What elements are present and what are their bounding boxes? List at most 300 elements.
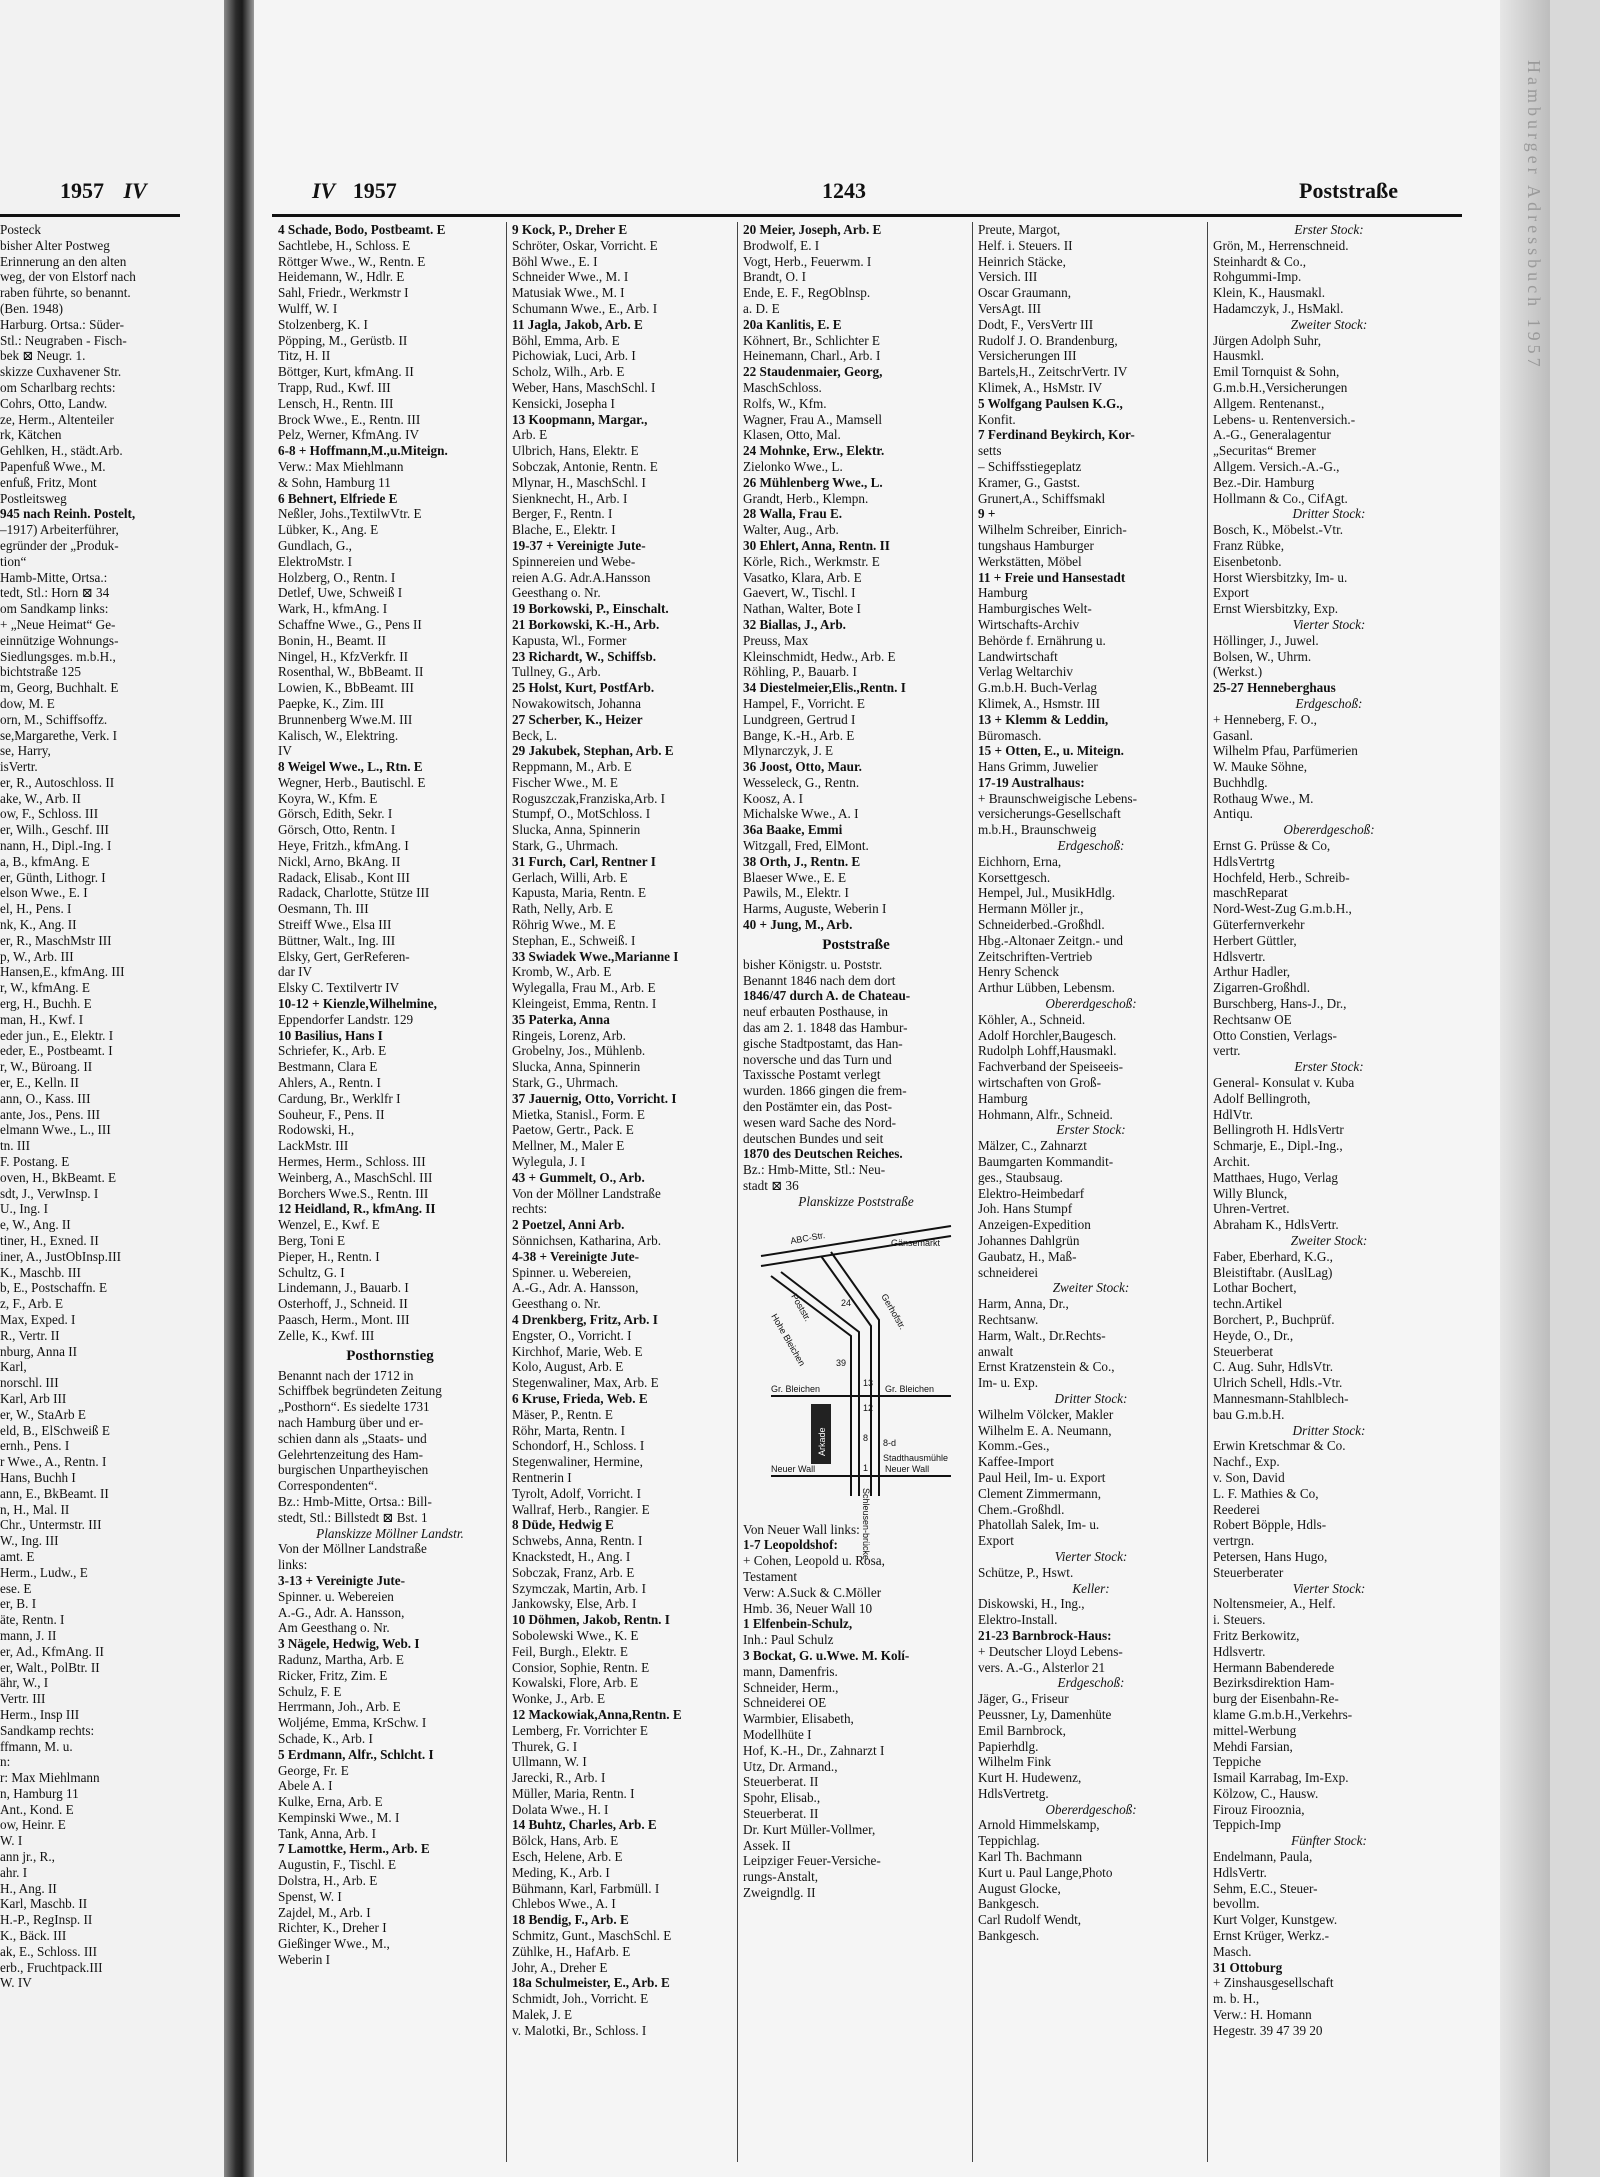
directory-entry: Rodowski, H.,: [278, 1122, 355, 1138]
directory-entry: Nathan, Walter, Bote I: [743, 601, 861, 617]
directory-entry: R., Vertr. II: [0, 1327, 60, 1343]
directory-entry: Schriefer, K., Arb. E: [278, 1043, 387, 1059]
directory-entry: ow, Heinr. E: [0, 1817, 66, 1833]
directory-entry: Ant., Kond. E: [0, 1801, 74, 1817]
directory-entry: Nachf., Exp.: [1213, 1454, 1280, 1470]
directory-entry: Matusiak Wwe., M. I: [512, 285, 625, 301]
directory-entry: Schaffne Wwe., G., Pens II: [278, 616, 422, 632]
directory-entry: Verw: A.Suck & C.Möller: [743, 1584, 882, 1600]
house-number-entry: 27 Scherber, K., Heizer: [512, 711, 643, 727]
directory-entry: Abele A. I: [278, 1778, 333, 1794]
house-number-1: 1: [863, 1462, 869, 1473]
directory-entry: Schmidt, Joh., Vorricht. E: [512, 1991, 649, 2007]
directory-entry: norschl. III: [0, 1375, 59, 1391]
directory-entry: Versicherungen III: [978, 348, 1077, 364]
directory-entry: Hans, Buchh I: [0, 1469, 76, 1485]
directory-entry: Schondorf, H., Schloss. I: [512, 1438, 645, 1454]
left-header-rule: [0, 214, 180, 217]
directory-entry: Richter, K., Dreher I: [278, 1920, 387, 1936]
directory-entry: Export: [978, 1533, 1014, 1549]
house-number-entry: 10-12 + Kienzle,Wilhelmine,: [278, 996, 437, 1012]
directory-entry: Röhrig Wwe., M. E: [512, 917, 616, 933]
directory-entry: L. F. Mathies & Co,: [1213, 1485, 1319, 1501]
section-heading: Vierter Stock:: [1292, 1580, 1366, 1596]
directory-entry: Mälzer, C., Zahnarzt: [978, 1138, 1087, 1154]
house-number-entry: 35 Paterka, Anna: [512, 1011, 610, 1027]
directory-entry: tedt, Stl.: Horn ⊠ 34: [0, 585, 110, 601]
directory-entry: Slucka, Anna, Spinnerin: [512, 822, 641, 838]
directory-entry: Müller, Maria, Rentn. I: [512, 1785, 635, 1801]
directory-entry: noversche und das Turn und: [743, 1051, 892, 1067]
directory-entry: Weberin I: [278, 1952, 331, 1968]
directory-entry: er, Walt., PolBtr. II: [0, 1659, 100, 1675]
directory-entry: dar IV: [278, 964, 313, 980]
directory-entry: Rath, Nelly, Arb. E: [512, 901, 613, 917]
directory-entry: + Henneberg, F. O.,: [1213, 711, 1317, 727]
directory-entry: Scholz, Wilh., Arb. E: [512, 364, 625, 380]
directory-entry: Hbg.-Altonaer Zeitgn.- und: [978, 932, 1124, 948]
directory-entry: Allgem. Versich.-A.-G.,: [1213, 458, 1340, 474]
directory-entry: Hegestr. 39 47 39 20: [1213, 2022, 1323, 2038]
directory-entry: man, H., Kwf. I: [0, 1011, 84, 1027]
directory-entry: Schulz, F. E: [278, 1683, 342, 1699]
directory-entry: Pichowiak, Luci, Arb. I: [512, 348, 636, 364]
directory-entry: Willy Blunck,: [1213, 1185, 1288, 1201]
directory-entry: se,Margarethe, Verk. I: [0, 727, 118, 743]
directory-entry: Wylegalla, Frau M., Arb. E: [512, 980, 656, 996]
directory-entry: maschReparat: [1213, 885, 1288, 901]
directory-entry: General- Konsulat v. Kuba: [1213, 1075, 1355, 1091]
house-number-entry: 20a Kanlitis, E. E: [743, 316, 842, 332]
directory-entry: Gaevert, W., Tischl. I: [743, 585, 856, 601]
directory-entry: eder jun., E., Elektr. I: [0, 1027, 114, 1043]
directory-entry: Reppmann, M., Arb. E: [512, 759, 632, 775]
directory-entry: ese. E: [0, 1580, 32, 1596]
directory-entry: ges., Staubsaug.: [978, 1169, 1063, 1185]
directory-entry: Köhler, A., Schneid.: [978, 1011, 1086, 1027]
directory-entry: Fritz Berkowitz,: [1213, 1627, 1300, 1643]
directory-entry: Correspondenten“.: [278, 1478, 378, 1494]
directory-entry: Sandkamp rechts:: [0, 1722, 95, 1738]
directory-entry: Görsch, Edith, Sekr. I: [278, 806, 393, 822]
directory-entry: er, B. I: [0, 1596, 37, 1612]
directory-entry: Karl, Arb III: [0, 1390, 67, 1406]
directory-entry: Bezirksdirektion Ham-: [1213, 1675, 1335, 1691]
directory-entry: Bestmann, Clara E: [278, 1059, 378, 1075]
directory-entry: Harms, Auguste, Weberin I: [743, 901, 887, 917]
directory-entry: Hans Grimm, Juwelier: [978, 759, 1098, 775]
directory-entry: Von Neuer Wall links:: [743, 1521, 860, 1537]
directory-entry: Bange, K.-H., Arb. E: [743, 727, 855, 743]
directory-entry: om Sandkamp links:: [0, 601, 109, 617]
directory-entry: Allgem. Rentenanst.,: [1213, 395, 1325, 411]
directory-entry: weg, der von Elstorf nach: [0, 269, 136, 285]
house-number-entry: 40 + Jung, M., Arb.: [743, 917, 853, 933]
directory-entry: er, E., Kelln. II: [0, 1075, 79, 1091]
directory-entry: Klimek, A., HsMstr. IV: [978, 379, 1103, 395]
directory-entry: Emil Tornquist & Sohn,: [1213, 364, 1340, 380]
directory-entry: Zajdel, M., Arb. I: [278, 1904, 371, 1920]
directory-entry: Oscar Graumann,: [978, 285, 1072, 301]
directory-entry: Diskowski, H., Ing.,: [978, 1596, 1085, 1612]
directory-entry: nburg, Anna II: [0, 1343, 78, 1359]
directory-entry: A.-G., Adr. A. Hansson,: [278, 1604, 405, 1620]
directory-entry: Eppendorfer Landstr. 129: [278, 1011, 414, 1027]
directory-entry: Wilhelm Fink: [978, 1754, 1052, 1770]
directory-entry: Beck, L.: [512, 727, 558, 743]
directory-entry: Schultz, G. I: [278, 1264, 345, 1280]
directory-entry: Grön, M., Herrenschneid.: [1213, 237, 1349, 253]
directory-entry: stadt ⊠ 36: [743, 1178, 799, 1194]
directory-entry: Szymczak, Martin, Arb. I: [512, 1580, 647, 1596]
directory-entry: Hermes, Herm., Schloss. III: [278, 1154, 426, 1170]
directory-entry: Böttger, Kurt, kfmAng. II: [278, 364, 414, 380]
directory-entry: W. I: [0, 1833, 23, 1849]
gerhofstr-label: Gerhofstr.: [879, 1291, 908, 1331]
directory-entry: Eisenbetonb.: [1213, 553, 1282, 569]
directory-entry: Joh. Hans Stumpf: [978, 1201, 1073, 1217]
directory-entry: August Glocke,: [978, 1880, 1061, 1896]
directory-entry: Sobolewski Wwe., K. E: [512, 1627, 639, 1643]
directory-entry: er, R., Autoschloss. II: [0, 774, 115, 790]
directory-entry: Dr. Kurt Müller-Vollmer,: [743, 1821, 876, 1837]
house-number-entry: 21 Borkowski, K.-H., Arb.: [512, 616, 660, 632]
directory-entry: Hmb. 36, Neuer Wall 10: [743, 1600, 873, 1616]
directory-entry: p, W., Arb. III: [0, 948, 74, 964]
directory-entry: Postleitsweg: [0, 490, 67, 506]
directory-entry: wirtschaften von Groß-: [978, 1075, 1102, 1091]
directory-entry: Lebens- u. Rentenversich.-: [1213, 411, 1356, 427]
house-number-entry: 9 +: [978, 506, 996, 522]
directory-entry: Korsettgesch.: [978, 869, 1051, 885]
directory-entry: Zühlke, H., HafArb. E: [512, 1943, 631, 1959]
directory-entry: Mehdi Farsian,: [1213, 1738, 1293, 1754]
directory-entry: Stegenwaliner, Max, Arb. E: [512, 1375, 659, 1391]
directory-entry: Pieper, H., Rentn. I: [278, 1248, 380, 1264]
directory-entry: –1917) Arbeiterführer,: [0, 522, 119, 538]
directory-entry: Benannt nach der 1712 in: [278, 1367, 414, 1383]
house-number-entry: 31 Ottoburg: [1213, 1959, 1283, 1975]
directory-entry: Robert Böpple, Hdls-: [1213, 1517, 1327, 1533]
directory-entry: Wilhelm Pfau, Parfümerien: [1213, 743, 1358, 759]
directory-entry: Hamb-Mitte, Ortsa.:: [0, 569, 108, 585]
directory-entry: Uhren-Vertret.: [1213, 1201, 1290, 1217]
directory-entry: Schneider Wwe., M. I: [512, 269, 629, 285]
directory-entry: dow, M. E: [0, 695, 55, 711]
directory-entry: + Deutscher Lloyd Lebens-: [978, 1643, 1123, 1659]
house-number-entry: 10 Döhmen, Jakob, Rentn. I: [512, 1612, 670, 1628]
house-number-entry: 28 Walla, Frau E.: [743, 506, 843, 522]
directory-entry: Schmarje, E., Dipl.-Ing.,: [1213, 1138, 1343, 1154]
house-number-entry: 9 Kock, P., Dreher E: [512, 222, 628, 237]
directory-entry: ake, W., Arb. II: [0, 790, 81, 806]
directory-entry: Hermann Möller jr.,: [978, 901, 1084, 917]
directory-entry: Werkstätten, Möbel: [978, 553, 1082, 569]
directory-entry: vertr.: [1213, 1043, 1241, 1059]
section-heading: Obererdgeschoß:: [1045, 996, 1137, 1012]
directory-entry: rechts:: [512, 1201, 548, 1217]
directory-entry: Paepke, K., Zim. III: [278, 695, 384, 711]
directory-entry: Hollmann & Co., CifAgt.: [1213, 490, 1348, 506]
directory-entry: Preuss, Max: [743, 632, 809, 648]
directory-entry: se, Harry,: [0, 743, 51, 759]
house-number-entry: 36 Joost, Otto, Maur.: [743, 759, 862, 775]
directory-entry: r, W., kfmAng. E: [0, 980, 90, 996]
directory-entry: Endelmann, Paula,: [1213, 1849, 1313, 1865]
directory-entry: isVertr.: [0, 759, 38, 775]
directory-entry: vers. A.-G., Alsterlor 21: [978, 1659, 1106, 1675]
directory-entry: Wallraf, Herb., Rangier. E: [512, 1501, 650, 1517]
directory-entry: Kapusta, Wl., Former: [512, 632, 627, 648]
directory-entry: Eichhorn, Erna,: [978, 853, 1062, 869]
section-heading: Fünfter Stock:: [1291, 1833, 1367, 1849]
directory-entry: Lundgreen, Gertrud I: [743, 711, 856, 727]
directory-entry: Benannt 1846 nach dem dort: [743, 972, 896, 988]
house-number-entry: 19 Borkowski, P., Einschalt.: [512, 601, 669, 617]
house-number-entry: 8 Düde, Hedwig E: [512, 1517, 614, 1533]
directory-entry: K., Maschb. III: [0, 1264, 81, 1280]
directory-entry: sdt, J., VerwInsp. I: [0, 1185, 99, 1201]
house-number-entry: 5 Erdmann, Alfr., Schlcht. I: [278, 1746, 434, 1762]
directory-entry: er, W., StaArb E: [0, 1406, 86, 1422]
directory-entry: Kromb, W., Arb. E: [512, 964, 612, 980]
directory-entry: Ningel, H., KfzVerkfr. II: [278, 648, 408, 664]
directory-entry: Sönnichsen, Katharina, Arb.: [512, 1233, 662, 1248]
directory-entry: Bölck, Hans, Arb. E: [512, 1833, 619, 1849]
directory-entry: Rentnerin I: [512, 1469, 572, 1485]
directory-entry: Stl.: Neugraben - Fisch-: [0, 332, 127, 348]
directory-entry: Tyrolt, Adolf, Vorricht. I: [512, 1485, 641, 1501]
directory-column-4: [978, 222, 1204, 1944]
directory-entry: Gelehrtenzeitung des Ham-: [278, 1446, 424, 1462]
house-number-entry: 15 + Otten, E., u. Miteign.: [978, 743, 1124, 759]
directory-entry: Stegenwaliner, Hermine,: [512, 1454, 643, 1470]
directory-entry: bevollm.: [1213, 1896, 1260, 1912]
directory-entry: Schumann Wwe., E., Arb. I: [512, 300, 658, 316]
directory-entry: Preute, Margot,: [978, 222, 1061, 237]
page-edge: [1500, 0, 1550, 2177]
directory-entry: Radunz, Martha, Arb. E: [278, 1651, 404, 1667]
directory-entry: m, Georg, Buchhalt. E: [0, 680, 119, 696]
directory-entry: Mellner, M., Maler E: [512, 1138, 625, 1154]
directory-entry: Kölzow, C., Hausw.: [1213, 1785, 1319, 1801]
section-heading: Zweiter Stock:: [1290, 1233, 1368, 1248]
house-number-entry: 6 Kruse, Frieda, Web. E: [512, 1390, 648, 1406]
directory-entry: Bühmann, Karl, Farbmüll. I: [512, 1880, 660, 1896]
directory-entry: Kalisch, W., Elektring.: [278, 727, 399, 743]
directory-entry: Schmitz, Gunt., MaschSchl. E: [512, 1928, 672, 1944]
house-number-entry: 3 Bockat, G. u.Wwe. M. Kolí-: [743, 1647, 910, 1663]
section-heading: Erdgeschoß:: [1057, 1675, 1125, 1691]
directory-entry: setts: [978, 443, 1002, 459]
section-heading: Erster Stock:: [1294, 222, 1364, 237]
directory-entry: Clement Zimmermann,: [978, 1485, 1102, 1501]
directory-entry: Bartels,H., ZeitschrVertr. IV: [978, 364, 1128, 380]
directory-entry: Ricker, Fritz, Zim. E: [278, 1667, 388, 1683]
directory-entry: Phatollah Salek, Im- u.: [978, 1517, 1100, 1533]
directory-entry: Bez.-Dir. Hamburg: [1213, 474, 1315, 490]
directory-entry: Bosch, K., Möbelst.-Vtr.: [1213, 522, 1344, 538]
house-number-entry: 30 Ehlert, Anna, Rentn. II: [743, 537, 890, 553]
directory-entry: Testament: [743, 1569, 798, 1584]
directory-entry: ann, E., BkBeamt. II: [0, 1485, 109, 1501]
directory-entry: Pelz, Werner, KfmAng. IV: [278, 427, 419, 443]
directory-entry: Ringeis, Lorenz, Arb.: [512, 1027, 626, 1043]
directory-entry: Lemberg, Fr. Vorrichter E: [512, 1722, 648, 1738]
directory-entry: Wenzel, E., Kwf. E: [278, 1217, 380, 1233]
house-number-entry: 7 Lamottke, Herm., Arb. E: [278, 1841, 430, 1857]
directory-entry: amt. E: [0, 1548, 35, 1564]
right-header-rule: [272, 214, 1462, 217]
directory-entry: Böhl Wwe., E. I: [512, 253, 598, 269]
left-header-volume: IV: [123, 178, 147, 203]
directory-entry: Rothaug Wwe., M.: [1213, 790, 1314, 806]
directory-entry: Titz, H. II: [278, 348, 331, 364]
directory-entry: Kurt Volger, Kunstgew.: [1213, 1912, 1338, 1928]
directory-entry: Gaubatz, H., Maß-: [978, 1248, 1077, 1264]
directory-entry: Behörde f. Ernährung u.: [978, 632, 1106, 648]
house-number-entry: 26 Mühlenberg Wwe., L.: [743, 474, 883, 490]
directory-entry: Röttger Wwe., W., Rentn. E: [278, 253, 426, 269]
directory-entry: Stark, G., Uhrmach.: [512, 838, 619, 854]
directory-entry: Hof, K.-H., Dr., Zahnarzt I: [743, 1742, 885, 1758]
directory-entry: Anzeigen-Expedition: [978, 1217, 1091, 1233]
section-heading: Vierter Stock:: [1054, 1548, 1128, 1564]
directory-entry: Ulbrich, Hans, Elektr. E: [512, 443, 639, 459]
directory-entry: wurden. 1866 gingen die frem-: [743, 1083, 907, 1099]
directory-entry: Oesmann, Th. III: [278, 901, 369, 917]
directory-entry: Carl Rudolf Wendt,: [978, 1912, 1082, 1928]
directory-entry: bek ⊠ Neugr. 1.: [0, 348, 86, 364]
book-gutter: [224, 0, 254, 2177]
directory-entry: HdlVtr.: [1213, 1106, 1253, 1122]
directory-entry: Hamburgisches Welt-: [978, 601, 1092, 617]
directory-entry: Ende, E. F., RegOblnsp.: [743, 285, 871, 301]
directory-entry: W., Ing. III: [0, 1533, 59, 1549]
directory-entry: Berg, Toni E: [278, 1233, 346, 1248]
directory-entry: Franz Rübke,: [1213, 537, 1285, 553]
directory-entry: Spinnereien und Webe-: [512, 553, 636, 569]
directory-entry: Radack, Charlotte, Stütze III: [278, 885, 430, 901]
directory-entry: Chem.-Großhdl.: [978, 1501, 1065, 1517]
directory-entry: Bz.: Hmb-Mitte, Stl.: Neu-: [743, 1162, 886, 1178]
directory-entry: Blache, E., Elektr. I: [512, 522, 616, 538]
house-number-entry: 12 Heidland, R., kfmAng. II: [278, 1201, 436, 1217]
directory-entry: Kapusta, Maria, Rentn. E: [512, 885, 647, 901]
directory-entry: Sehm, E.C., Steuer-: [1213, 1880, 1318, 1896]
directory-entry: Papenfuß Wwe., M.: [0, 458, 106, 474]
directory-entry: r, W., Büroang. II: [0, 1059, 93, 1075]
house-number-entry: 25-27 Henneberghaus: [1213, 680, 1336, 696]
directory-entry: e, W., Ang. II: [0, 1217, 71, 1233]
left-column: [0, 222, 180, 1991]
house-number-entry: 18 Bendig, F., Arb. E: [512, 1912, 629, 1928]
directory-entry: Antiqu.: [1213, 806, 1253, 822]
directory-entry: Köhnert, Br., Schlichter E: [743, 332, 880, 348]
directory-entry: Spinner. u. Webereien: [278, 1588, 394, 1604]
directory-entry: Teppiche: [1213, 1754, 1262, 1770]
directory-entry: Teppich-Imp: [1213, 1817, 1281, 1833]
directory-entry: Harm, Walt., Dr.Rechts-: [978, 1327, 1106, 1343]
directory-entry: Erwin Kretschmar & Co.: [1213, 1438, 1346, 1454]
house-number-entry: 32 Biallas, J., Arb.: [743, 616, 846, 632]
directory-entry: Lindemann, J., Bauarb. I: [278, 1280, 409, 1296]
directory-entry: Woljéme, Emma, KrSchw. I: [278, 1715, 427, 1731]
directory-entry: Cohrs, Otto, Landw.: [0, 395, 108, 411]
section-heading: Dritter Stock:: [1054, 1390, 1128, 1406]
directory-entry: Mietka, Stanisl., Form. E: [512, 1106, 645, 1122]
directory-entry: Geesthang o. Nr.: [512, 585, 601, 601]
directory-entry: Vertr. III: [0, 1691, 46, 1707]
directory-entry: Jäger, G., Friseur: [978, 1691, 1069, 1707]
directory-entry: m. b. H.,: [1213, 1991, 1260, 2007]
directory-entry: tion“: [0, 553, 27, 569]
schleusenbruecke-label: Schleusen-brücke: [861, 1487, 871, 1560]
directory-entry: Brunnenberg Wwe.M. III: [278, 711, 413, 727]
house-number-entry: 33 Swiadek Wwe.,Marianne I: [512, 948, 679, 964]
directory-entry: Mäser, P., Rentn. E: [512, 1406, 613, 1422]
directory-entry: Kleinschmidt, Hedw., Arb. E: [743, 648, 896, 664]
house-number-13: 13: [863, 1377, 874, 1388]
directory-entry: Reederei: [1213, 1501, 1260, 1517]
directory-entry: Kramer, G., Gastst.: [978, 474, 1081, 490]
house-number-entry: 19-37 + Vereinigte Jute-: [512, 537, 646, 553]
directory-entry: Bz.: Hmb-Mitte, Ortsa.: Bill-: [278, 1493, 432, 1509]
directory-entry: Geesthang o. Nr.: [512, 1296, 601, 1312]
directory-entry: Siedlungsges. m.b.H.,: [0, 648, 116, 664]
directory-entry: ElektroMstr. I: [278, 553, 352, 569]
directory-entry: Baumgarten Kommandit-: [978, 1154, 1114, 1170]
directory-entry: Johannes Dahlgrün: [978, 1233, 1080, 1248]
directory-entry: Abraham K., HdlsVertr.: [1213, 1217, 1339, 1233]
directory-entry: Ernst Kratzenstein & Co.,: [978, 1359, 1115, 1375]
directory-entry: Kolo, August, Arb. E: [512, 1359, 624, 1375]
directory-entry: Fischer Wwe., M. E: [512, 774, 618, 790]
house-number-entry: 5 Wolfgang Paulsen K.G.,: [978, 395, 1123, 411]
directory-entry: Gehlken, H., städt.Arb.: [0, 443, 123, 459]
house-number-entry: 1-7 Leopoldshof:: [743, 1537, 838, 1553]
directory-entry: Elsky, Gert, GerReferen-: [278, 948, 410, 964]
directory-entry: Bankgesch.: [978, 1928, 1040, 1944]
house-number-8d: 8-d: [883, 1437, 897, 1448]
directory-entry: Osterhoff, J., Schneid. II: [278, 1296, 408, 1312]
street-header: Poststraße: [1299, 178, 1398, 203]
directory-entry: tiner, H., Exned. II: [0, 1233, 99, 1248]
directory-entry: U., Ing. I: [0, 1201, 48, 1217]
directory-entry: Schütze, P., Hswt.: [978, 1564, 1074, 1580]
directory-entry: Rudolf J. O. Brandenburg,: [978, 332, 1118, 348]
left-header-year: 1957: [60, 178, 104, 203]
directory-entry: Harburg. Ortsa.: Süder-: [0, 316, 125, 332]
directory-entry: neuf erbauten Posthause, in: [743, 1004, 889, 1020]
directory-entry: Borchert, P., Buchprüf.: [1213, 1311, 1335, 1327]
directory-entry: r Wwe., A., Rentn. I: [0, 1454, 107, 1470]
house-number-entry: 7 Ferdinand Beykirch, Kor-: [978, 427, 1135, 443]
directory-entry: Rudolph Lohff,Hausmakl.: [978, 1043, 1117, 1059]
directory-entry: Michalske Wwe., A. I: [743, 806, 859, 822]
directory-entry: Schiffbek begründeten Zeitung: [278, 1383, 442, 1399]
house-number-entry: 22 Staudenmaier, Georg,: [743, 364, 883, 380]
directory-entry: Schwebs, Anna, Rentn. I: [512, 1533, 643, 1549]
directory-entry: oven, H., BkBeamt. E: [0, 1169, 117, 1185]
directory-entry: Kaffee-Import: [978, 1454, 1054, 1470]
directory-entry: Stephan, E., Schweiß. I: [512, 932, 636, 948]
house-number-entry: 8 Weigel Wwe., L., Rtn. E: [278, 759, 423, 775]
house-number-entry: 29 Jakubek, Stephan, Arb. E: [512, 743, 674, 759]
directory-entry: & Sohn, Hamburg 11: [278, 474, 391, 490]
directory-entry: Karl, Maschb. II: [0, 1896, 88, 1912]
neuer-wall-right-label: Neuer Wall: [885, 1463, 930, 1474]
